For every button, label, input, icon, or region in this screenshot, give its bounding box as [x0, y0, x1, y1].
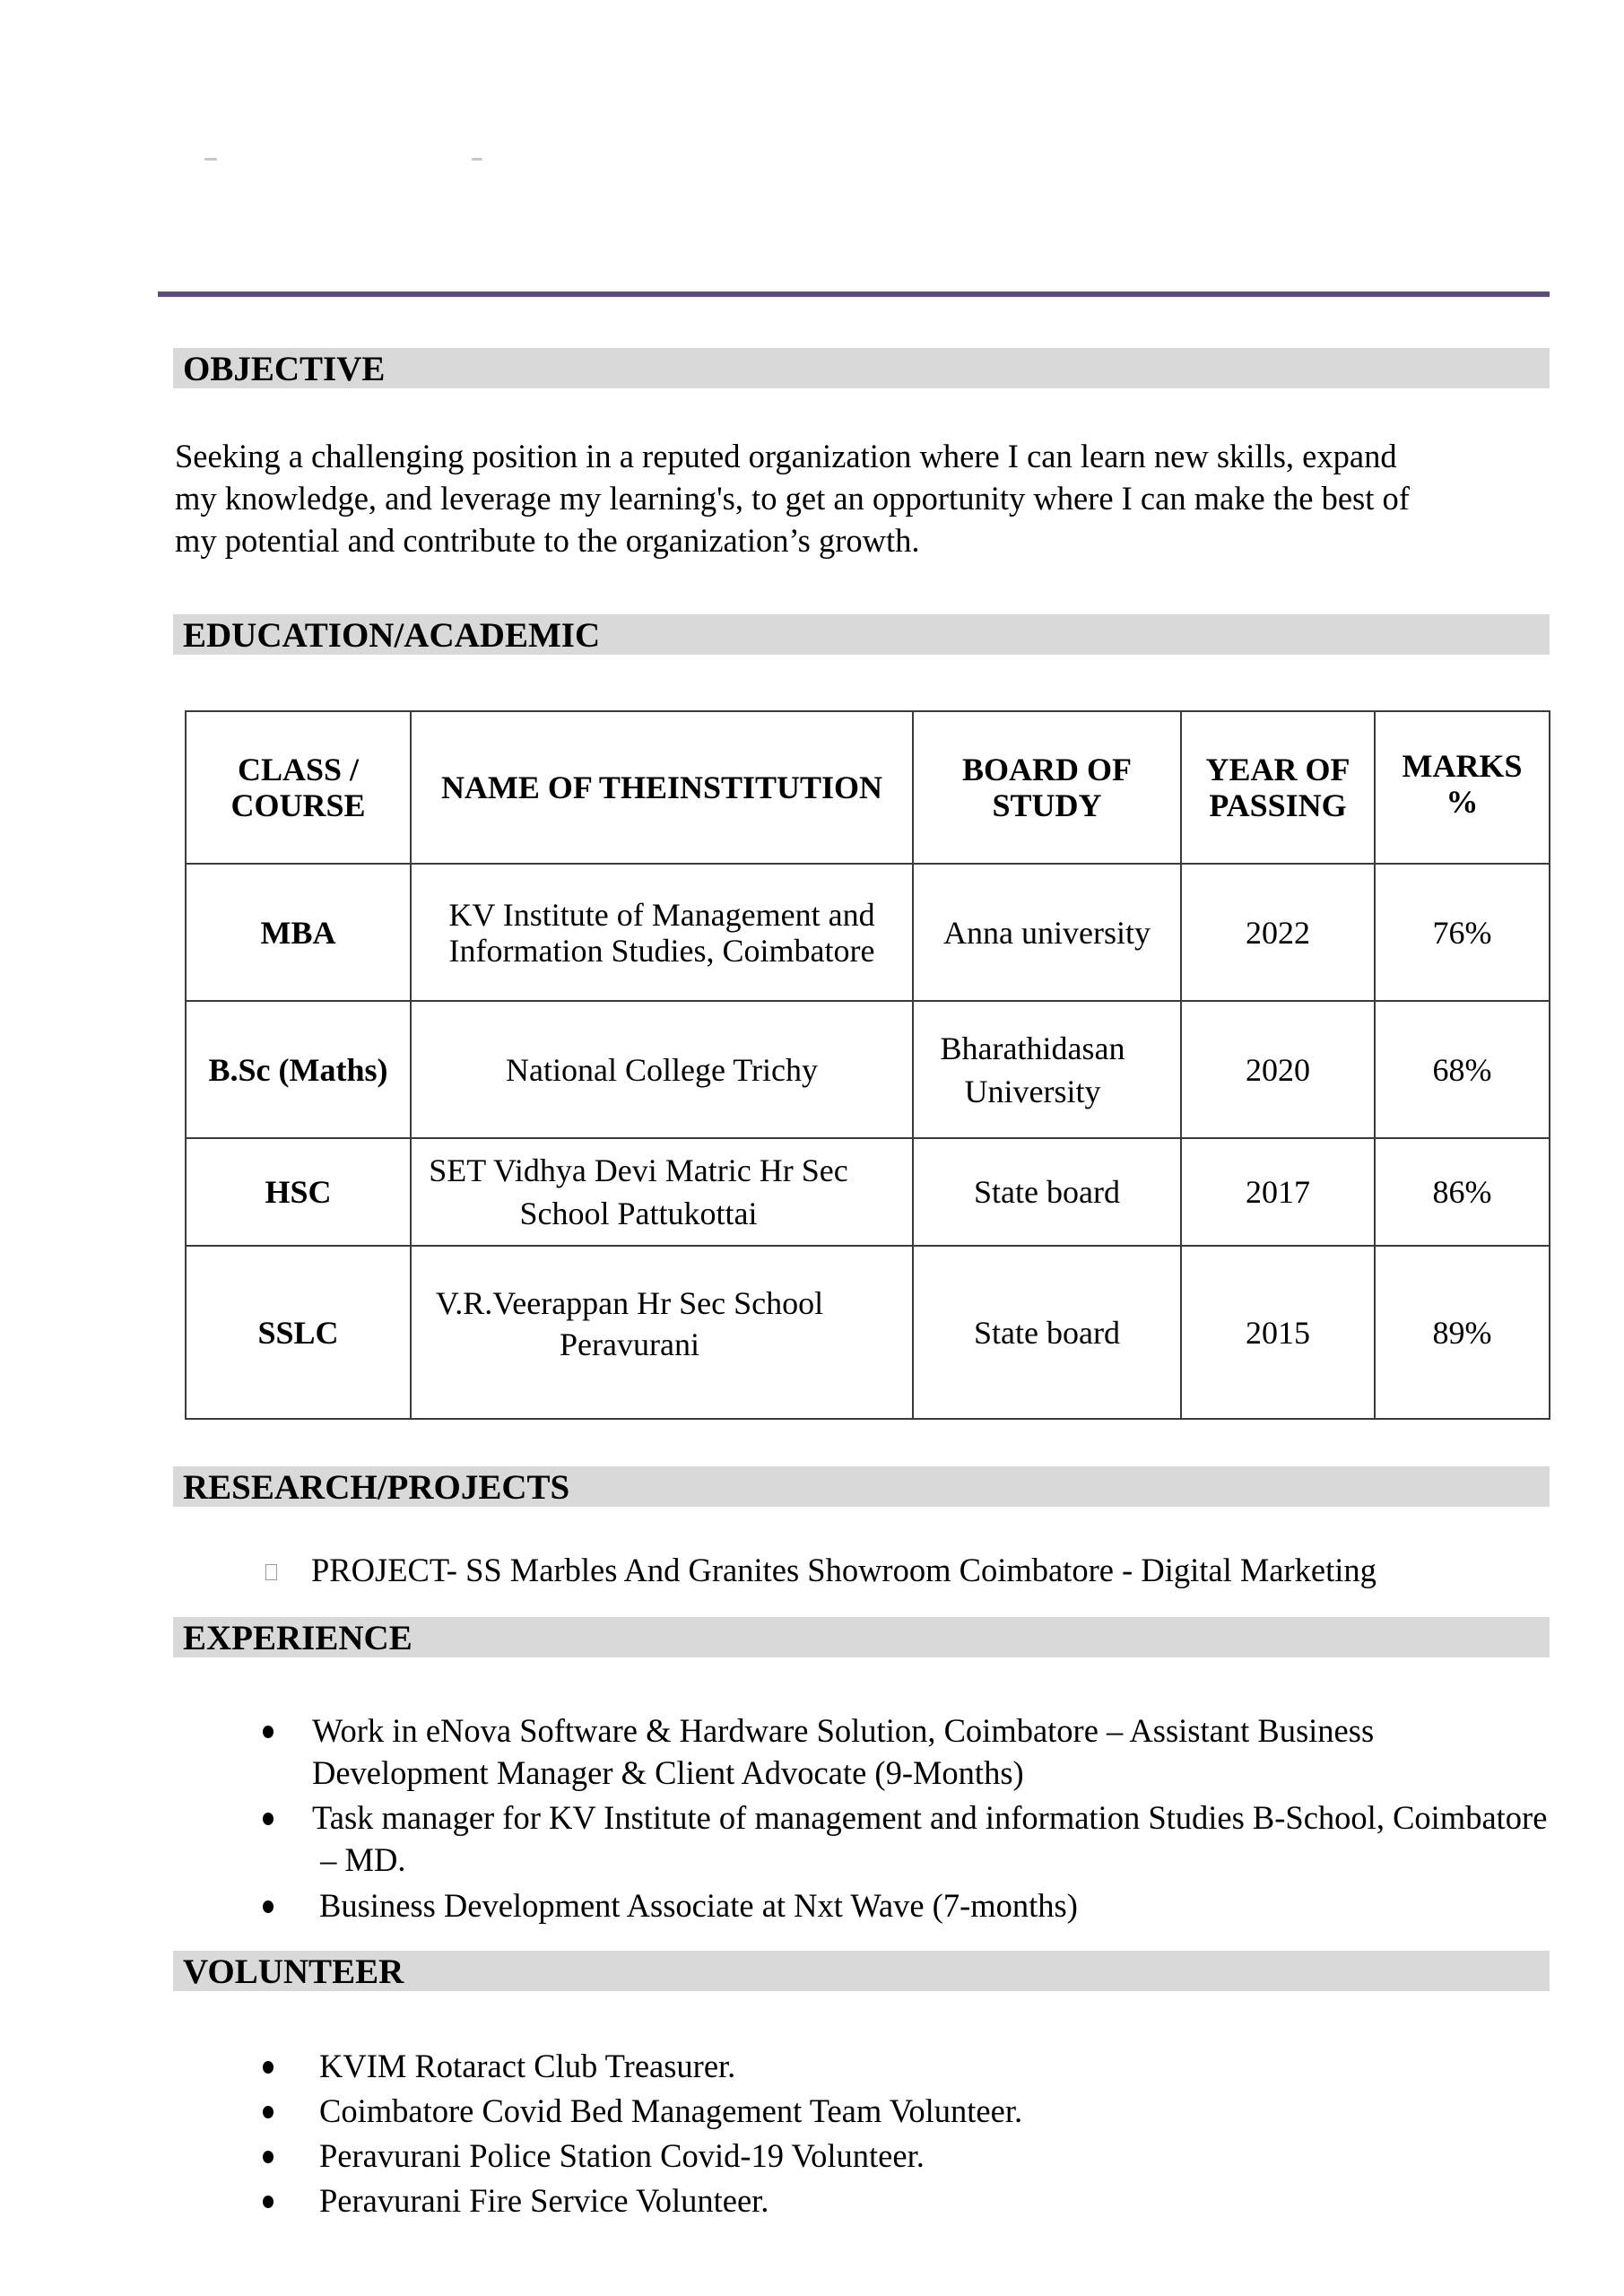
cell-text: National College Trichy	[506, 1051, 818, 1088]
experience-line: – MD.	[312, 1841, 406, 1878]
bullet-icon	[263, 2151, 274, 2163]
project-item: PROJECT- SS Marbles And Granites Showroom Coimbatore - Digital Marketing	[311, 1552, 1376, 1588]
header-text: CLASS /	[237, 752, 360, 787]
header-text: STUDY	[992, 787, 1102, 823]
experience-line: Development Manager & Client Advocate (9-Months)	[312, 1754, 1024, 1791]
cell-text: School Pattukottai	[519, 1196, 758, 1231]
cell-marks: 68%	[1375, 1001, 1550, 1138]
volunteer-item: Coimbatore Covid Bed Management Team Volunteer.	[319, 2092, 1023, 2129]
bullet-icon	[263, 1726, 274, 1738]
header-marks	[1375, 711, 1550, 864]
cell-text: State board	[974, 1174, 1120, 1210]
cell-text: Anna university	[943, 914, 1151, 951]
cell-text: State board	[974, 1314, 1120, 1351]
cell-course: HSC	[186, 1138, 411, 1246]
volunteer-item: Peravurani Fire Service Volunteer.	[319, 2182, 769, 2219]
header-year	[1181, 711, 1375, 864]
cell-text: Information Studies, Coimbatore	[448, 932, 875, 969]
cell-board	[913, 864, 1181, 1001]
header-class-course	[186, 711, 411, 864]
missing-glyph-bullet-icon	[265, 1564, 277, 1580]
cell-institution	[411, 1246, 913, 1419]
cell-marks: 76%	[1375, 864, 1550, 1001]
cell-course: B.Sc (Maths)	[186, 1001, 411, 1138]
table-row	[186, 1001, 1550, 1138]
cell-institution	[411, 1138, 913, 1246]
header-text: YEAR OF	[1205, 752, 1350, 787]
table-row	[186, 864, 1550, 1001]
section-header-research	[173, 1466, 1550, 1507]
header-text: NAME OF THEINSTITUTION	[440, 770, 883, 805]
header-text: COURSE	[230, 787, 366, 823]
header-divider-rule	[158, 291, 1550, 297]
cell-text: Bharathidasan	[940, 1030, 1125, 1066]
cell-text: KV Institute of Management and	[448, 896, 875, 933]
volunteer-item: KVIM Rotaract Club Treasurer.	[319, 2048, 736, 2084]
cell-marks: 89%	[1375, 1246, 1550, 1419]
bullet-icon	[263, 2061, 274, 2074]
section-header-experience	[173, 1617, 1550, 1657]
bullet-icon	[263, 1900, 274, 1913]
cell-year: 2020	[1181, 1001, 1375, 1138]
table-row	[186, 1246, 1550, 1419]
cell-course: SSLC	[186, 1246, 411, 1419]
header-text: %	[1446, 784, 1479, 820]
objective-text	[175, 435, 1520, 561]
cell-text: University	[964, 1073, 1101, 1109]
header-remnant-mark	[204, 158, 217, 161]
experience-item	[312, 1709, 1374, 1794]
objective-line: my knowledge, and leverage my learning's, to get an opportunity where I can make the best of	[175, 480, 1410, 517]
header-institution	[411, 711, 913, 864]
volunteer-item: Peravurani Police Station Covid-19 Volunteer.	[319, 2137, 925, 2174]
section-title: EXPERIENCE	[183, 1619, 413, 1657]
experience-line: Task manager for KV Institute of management and information Studies B-School, Coimbatore	[312, 1799, 1548, 1836]
header-text: BOARD OF	[962, 752, 1132, 787]
cell-text: SET Vidhya Devi Matric Hr Sec	[429, 1152, 848, 1188]
experience-line: Work in eNova Software & Hardware Solution, Coimbatore – Assistant Business	[312, 1712, 1375, 1749]
cell-text: Peravurani	[560, 1326, 699, 1362]
cell-board	[913, 1001, 1181, 1138]
education-table	[185, 710, 1550, 1420]
section-title: EDUCATION/ACADEMIC	[183, 616, 601, 655]
header-text: PASSING	[1209, 787, 1347, 823]
section-title: VOLUNTEER	[183, 1952, 404, 1991]
experience-item: Business Development Associate at Nxt Wave (7-months)	[319, 1887, 1078, 1924]
cell-institution	[411, 864, 913, 1001]
section-title: RESEARCH/PROJECTS	[183, 1468, 570, 1507]
experience-item	[312, 1796, 1547, 1881]
cell-board	[913, 1246, 1181, 1419]
section-header-education	[173, 614, 1550, 655]
table-row	[186, 1138, 1550, 1246]
section-header-volunteer	[173, 1951, 1550, 1991]
cell-year: 2022	[1181, 864, 1375, 1001]
header-text: MARKS	[1402, 748, 1523, 784]
table-header-row	[186, 711, 1550, 864]
bullet-icon	[263, 2106, 274, 2118]
cell-course: MBA	[186, 864, 411, 1001]
header-board	[913, 711, 1181, 864]
section-title: OBJECTIVE	[183, 350, 386, 388]
cell-board	[913, 1138, 1181, 1246]
bullet-icon	[263, 1813, 274, 1825]
cell-year: 2015	[1181, 1246, 1375, 1419]
header-remnant-mark	[472, 158, 482, 161]
section-header-objective	[173, 348, 1550, 388]
cell-institution	[411, 1001, 913, 1138]
objective-line: Seeking a challenging position in a reputed organization where I can learn new skills, expand	[175, 438, 1397, 474]
cell-text: V.R.Veerappan Hr Sec School	[435, 1284, 824, 1321]
cell-year: 2017	[1181, 1138, 1375, 1246]
bullet-icon	[263, 2196, 274, 2208]
objective-line: my potential and contribute to the organization’s growth.	[175, 522, 920, 559]
cell-marks: 86%	[1375, 1138, 1550, 1246]
